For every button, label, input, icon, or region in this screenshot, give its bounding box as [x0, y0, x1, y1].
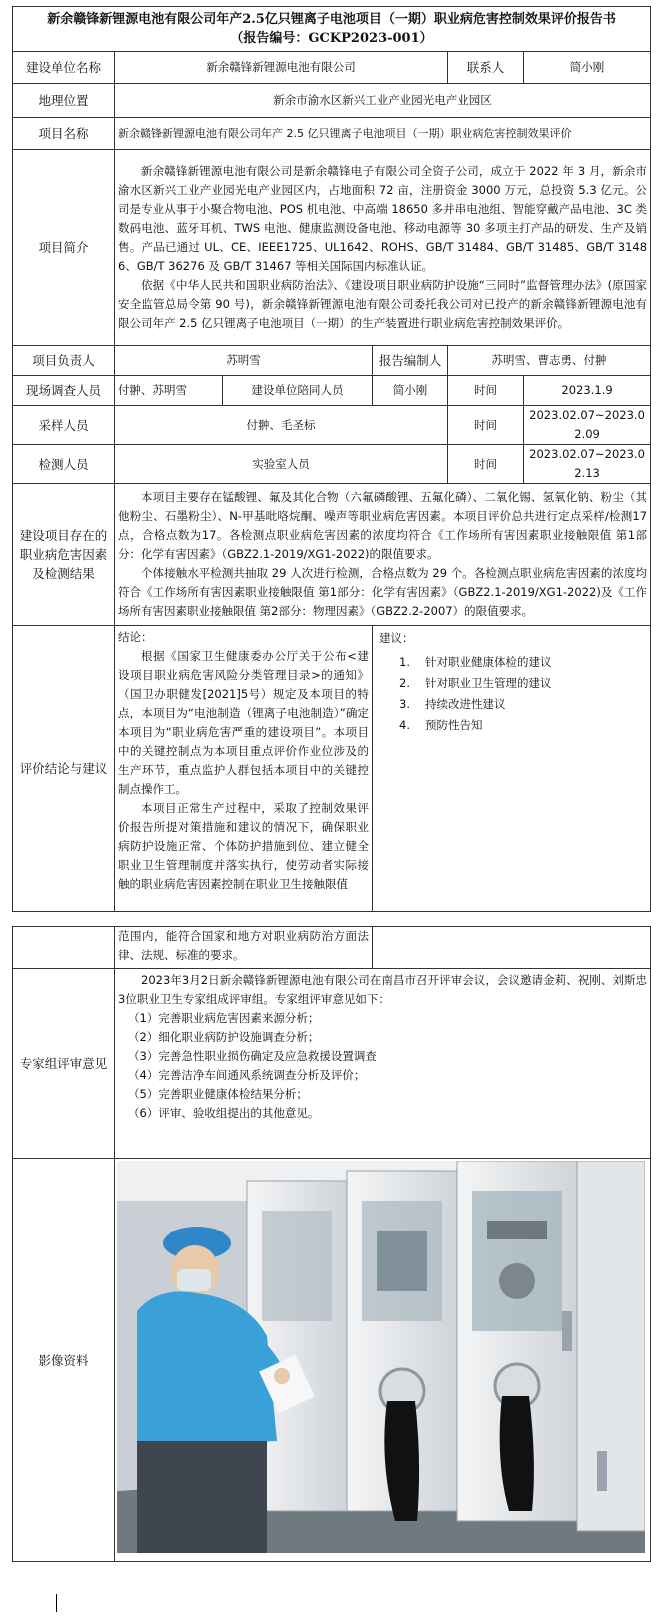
- expert-intro: 2023年3月2日新余赣锋新锂源电池有限公司在南昌市召开评审会议，会议邀请金莉、祝刚、刘斯忠3位职业卫生专家组成评审组。专家组评审意见如下：: [118, 973, 647, 1006]
- report-number: （报告编号：GCKP2023-001）: [230, 31, 433, 46]
- label-escort: 建设单位陪同人员: [223, 376, 373, 406]
- label-surveyors: 现场调查人员: [13, 376, 115, 406]
- suggestions-continued: [373, 927, 651, 969]
- expert-item: （4）完善洁净车间通风系统调查分析及评价；: [128, 1068, 366, 1082]
- intro-paragraph-2: 依据《中华人民共和国职业病防治法》、《建设项目职业病防护设施“三同时”监督管理办法》(原国家安全监管总局令第 90 号)，新余赣锋新锂源电池有限公司委托我公司对已投产的新余赣锋新锂源电池有限公司年产 2.5 亿只锂离子电池项目（一期）的生产装置进行职业病危害控制效果评价。: [118, 278, 648, 330]
- label-survey-time: 时间: [448, 376, 524, 406]
- expert-item: （2）细化职业病防护设施调查分析；: [128, 1030, 320, 1044]
- label-location: 地理位置: [13, 84, 115, 118]
- site-photo: [115, 1159, 651, 1562]
- hazards-text: [115, 484, 651, 626]
- label-builder: 建设单位名称: [13, 52, 115, 84]
- report-title-text: 新余赣锋新锂源电池有限公司年产2.5亿只锂离子电池项目（一期）职业病危害控制效果评价报告书: [47, 12, 616, 27]
- intro-text: [115, 150, 651, 346]
- label-testing-time: 时间: [448, 445, 524, 484]
- label-images: 影像资料: [13, 1159, 115, 1562]
- expert-item: （5）完善职业健康体检结果分析；: [128, 1087, 308, 1101]
- label-testers: 检测人员: [13, 445, 115, 484]
- suggestion-item: [399, 715, 644, 736]
- expert-items: [118, 1009, 647, 1123]
- value-contact: 简小刚: [524, 52, 651, 84]
- conclusion-paragraph-1: 根据《国家卫生健康委办公厅关于公布<建设项目职业病危害风险分类管理目录>的通知》（国卫办职健发[2021]5号）规定及本项目的特点，本项目为“电池制造（锂离子电池制造）”确定本项目为“职业病危害严重的建设项目”。本项目中的关键控制点为本项目重点评价作业位涉及的生产环节，重点监护人群包括本项目中的关键控制点操作工。: [118, 649, 369, 796]
- suggestion-number: 2.: [399, 676, 410, 690]
- report-title: [13, 7, 651, 52]
- label-compiler: 报告编制人: [373, 346, 448, 376]
- suggestion-text: 针对职业健康体检的建议: [425, 655, 552, 669]
- suggestion-text: 预防性告知: [425, 718, 483, 732]
- suggestions: [373, 626, 651, 912]
- value-compiler: 苏明雪、曹志勇、付翀: [448, 346, 651, 376]
- value-testers: 实验室人员: [115, 445, 448, 484]
- expert-item: （1）完善职业病危害因素来源分析；: [128, 1011, 320, 1025]
- hazards-paragraph-1: 本项目主要存在锰酸锂、氟及其化合物（六氟磷酸锂、五氟化磷）、二氧化锡、氢氧化钠、粉尘（其他粉尘、石墨粉尘）、N-甲基吡咯烷酮、噪声等职业病危害因素。本项目评价总共进行定点采样/检测17点，合格点数为17。各检测点职业病危害因素的浓度均符合《工作场所有害因素职业接触限值 第1部分：化学有害因素》（GBZ2.1-2019/XG1-2022)的限值要求。: [118, 490, 648, 561]
- suggestion-item: [399, 652, 644, 673]
- value-builder: 新余赣锋新锂源电池有限公司: [115, 52, 448, 84]
- label-conclusion: 评价结论与建议: [13, 626, 115, 912]
- worker-inspection-photo: [117, 1161, 645, 1553]
- value-testing-time: 2023.02.07~2023.02.13: [524, 445, 651, 484]
- conclusion-text: [115, 626, 373, 912]
- label-leader: 项目负责人: [13, 346, 115, 376]
- value-leader: 苏明雪: [115, 346, 373, 376]
- value-location: 新余市渝水区新兴工业产业园光电产业园区: [115, 84, 651, 118]
- label-conclusion-cont: [13, 927, 115, 969]
- intro-paragraph-1: 新余赣锋新锂源电池有限公司是新余赣锋电子有限公司全资子公司，成立于 2022 年 3 月，新余市渝水区新兴工业产业园光电产业园区内，占地面积 72 亩，注册资金 3000 万元，总投资 5.3 亿元。公司是专业从事于小聚合物电池、POS 机电池、中高端 18650 多并串电池组、智能穿戴产品电池、3C 类数码电池、蓝牙耳机、TWS 电池、健康监测设备电池、移动电源等 30 多项主打产品的研发、生产及销售。产品已通过 UL、CE、IEEE1725、UL1642、ROHS、GB/T 31484、GB/T 31485、GB/T 31486、GB/T 36276 及 GB/T 31467 等相关国际国内标准认证。: [118, 164, 648, 273]
- conclusion-continued: [115, 927, 373, 969]
- value-sampling-time: 2023.02.07~2023.02.09: [524, 406, 651, 445]
- label-project-name: 项目名称: [13, 118, 115, 150]
- suggestion-number: 4.: [399, 718, 410, 732]
- suggestion-text: 针对职业卫生管理的建议: [425, 676, 552, 690]
- report-page: [12, 6, 650, 1562]
- expert-opinions: [115, 969, 651, 1159]
- expert-item: （6）评审、验收组提出的其他意见。: [128, 1106, 320, 1120]
- suggestion-head: 建议：: [379, 631, 414, 645]
- suggestion-item: [399, 673, 644, 694]
- suggestion-number: 3.: [399, 697, 410, 711]
- report-table-part1: [12, 6, 651, 912]
- suggestion-number: 1.: [399, 655, 410, 669]
- label-hazards: 建设项目存在的职业病危害因素及检测结果: [13, 484, 115, 626]
- label-expert: 专家组评审意见: [13, 969, 115, 1159]
- suggestion-item: [399, 694, 644, 715]
- label-intro: 项目简介: [13, 150, 115, 346]
- value-samplers: 付翀、毛圣标: [115, 406, 448, 445]
- label-sampling-time: 时间: [448, 406, 524, 445]
- hazards-paragraph-2: 个体接触水平检测共抽取 29 人次进行检测，合格点数为 29 个。各检测点职业病危害因素的浓度均符合《工作场所有害因素职业接触限值 第1部分：化学有害因素》（GBZ2.1-2019/XG1-2022)及《工作场所有害因素职业接触限值 第2部分：物理因素》（GBZ2.2-2007）的限值要求。: [118, 566, 648, 618]
- suggestion-list: [379, 652, 644, 736]
- expert-item: （3）完善急性职业损伤确定及应急救援设置调查: [128, 1049, 377, 1063]
- suggestion-text: 持续改进性建议: [425, 697, 506, 711]
- conclusion-head: 结论：: [118, 630, 153, 644]
- conclusion-paragraph-3: 范围内，能符合国家和地方对职业病防治方面法律、法规、标准的要求。: [118, 929, 369, 962]
- label-samplers: 采样人员: [13, 406, 115, 445]
- value-escort: 简小刚: [373, 376, 448, 406]
- label-contact: 联系人: [448, 52, 524, 84]
- text-cursor: [56, 1594, 57, 1612]
- value-project-name: 新余赣锋新锂源电池有限公司年产 2.5 亿只锂离子电池项目（一期）职业病危害控制效果评价: [115, 118, 651, 150]
- report-table-part2: [12, 926, 651, 1562]
- conclusion-paragraph-2: 本项目正常生产过程中，采取了控制效果评价报告所提对策措施和建议的情况下，确保职业病防护设施正常、个体防护措施到位、建立健全职业卫生管理制度并落实执行，使劳动者实际接触的职业病危害因素控制在职业卫生接触限值: [118, 801, 369, 891]
- value-survey-time: 2023.1.9: [524, 376, 651, 406]
- value-surveyors: 付翀、苏明雪: [115, 376, 223, 406]
